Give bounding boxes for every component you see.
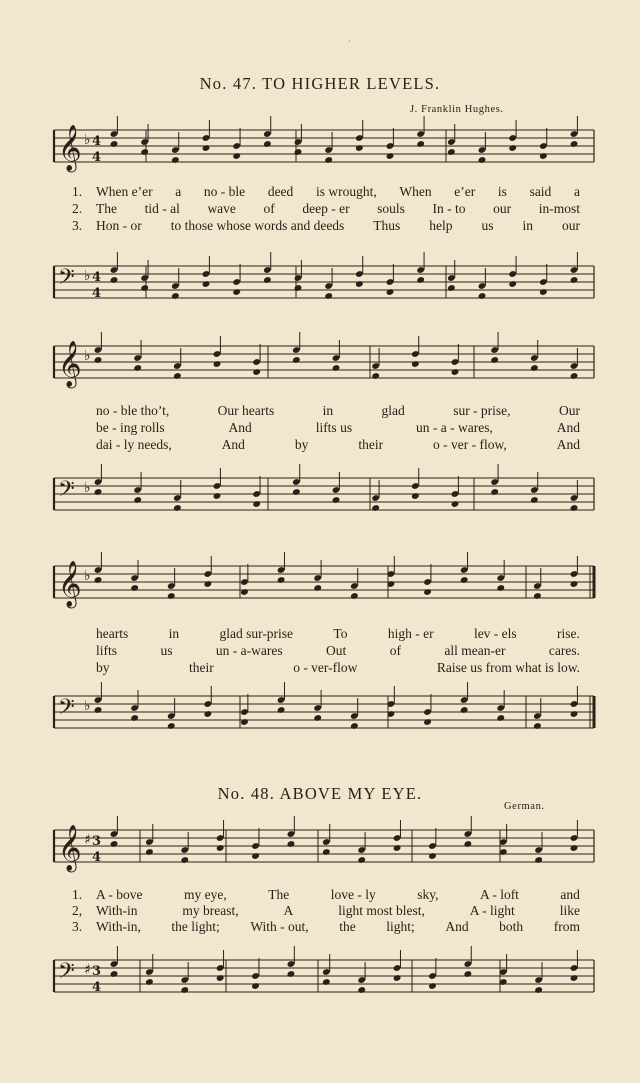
svg-text:♯: ♯	[84, 962, 91, 978]
verse-number: 1.	[72, 887, 83, 902]
lyric-word: in	[322, 403, 334, 418]
lyric-word: deep - er	[302, 201, 350, 216]
svg-text:4: 4	[92, 980, 102, 995]
lyric-word: A	[283, 903, 294, 918]
bass-staff	[0, 692, 640, 738]
lyric-word: A - loft	[479, 887, 519, 902]
svg-text:♭: ♭	[84, 480, 91, 496]
svg-text:𝄞: 𝄞	[58, 341, 82, 387]
lyric-word: When e’er	[96, 184, 153, 199]
lyric-word: Our hearts	[217, 403, 275, 418]
lyric-line	[96, 201, 580, 217]
lyric-word: in-most	[538, 201, 580, 216]
svg-text:𝄞: 𝄞	[58, 825, 82, 871]
lyric-word: to those whose words and deeds	[170, 218, 345, 233]
lyric-word: our	[493, 201, 512, 216]
lyric-word: The	[96, 201, 117, 216]
lyric-word: e’er	[454, 184, 476, 199]
lyric-word: said	[529, 184, 552, 199]
lyric-word: Our	[558, 403, 580, 418]
lyric-word: help	[429, 218, 453, 233]
lyric-word: Raise us from what is low.	[436, 660, 580, 675]
verse-number: 2,	[72, 903, 83, 918]
lyric-word: To	[333, 626, 348, 641]
lyric-word: the light;	[171, 919, 220, 934]
lyric-word: And	[445, 919, 469, 934]
svg-text:𝄢: 𝄢	[58, 695, 75, 725]
lyric-line	[96, 643, 580, 659]
lyric-word: With - out,	[250, 919, 309, 934]
svg-text:♭: ♭	[84, 132, 91, 148]
hymn-title: No. 48. ABOVE MY EYE.	[217, 784, 423, 803]
svg-text:4: 4	[92, 850, 102, 865]
lyric-line	[96, 184, 580, 200]
lyric-word: When	[399, 184, 432, 199]
lyric-word: cares.	[548, 643, 580, 658]
lyric-word: both	[499, 919, 524, 934]
lyric-word: sur - prise,	[453, 403, 511, 418]
lyric-word: no - ble	[203, 184, 246, 199]
lyric-line	[96, 903, 580, 919]
verse-number: 3.	[72, 218, 83, 233]
svg-text:𝄢: 𝄢	[58, 477, 75, 507]
hymn-title: No. 47. TO HIGHER LEVELS.	[199, 74, 441, 93]
lyric-word: light;	[386, 919, 415, 934]
lyric-word: tid - al	[144, 201, 180, 216]
lyric-line	[96, 919, 580, 935]
lyric-word: deed	[267, 184, 294, 199]
lyric-word: hearts	[96, 626, 129, 641]
lyric-word: in	[168, 626, 180, 641]
lyric-word: us	[160, 643, 173, 658]
lyric-word: light most blest,	[338, 903, 425, 918]
lyric-word: a	[175, 184, 182, 199]
lyric-word: no - ble tho’t,	[96, 403, 170, 418]
lyric-word: like	[559, 903, 580, 918]
lyric-word: all mean-er	[444, 643, 506, 658]
lyric-word: their	[188, 660, 214, 675]
lyric-word: Out	[326, 643, 347, 658]
lyric-word: glad sur-prise	[219, 626, 294, 641]
lyric-word: The	[268, 887, 290, 902]
bass-staff	[0, 956, 640, 1002]
lyric-word: o - ver - flow,	[433, 437, 507, 452]
lyric-word: And	[221, 437, 245, 452]
lyric-word: of	[263, 201, 275, 216]
lyric-word: be - ing rolls	[96, 420, 165, 435]
lyric-word: my eye,	[183, 887, 227, 902]
lyric-word: by	[96, 660, 110, 675]
svg-text:♯: ♯	[84, 832, 91, 848]
svg-text:𝄞: 𝄞	[58, 561, 82, 607]
svg-text:♭: ♭	[84, 568, 91, 584]
lyric-word: A - bove	[96, 887, 143, 902]
lyric-line	[96, 626, 580, 642]
svg-text:3: 3	[92, 964, 102, 979]
lyric-word: our	[561, 218, 580, 233]
lyric-word: With-in,	[96, 919, 141, 934]
lyric-word: lifts us	[315, 420, 353, 435]
verse-number: 3.	[72, 919, 83, 934]
verse-number: 1.	[72, 184, 83, 199]
lyric-word: from	[553, 919, 580, 934]
lyric-word: And	[556, 437, 580, 452]
lyric-word: is wrought,	[315, 184, 377, 199]
composer-credit: J. Franklin Hughes.	[410, 104, 504, 115]
svg-text:𝄢: 𝄢	[58, 959, 75, 989]
lyric-word: by	[294, 437, 309, 452]
bass-staff	[0, 262, 640, 308]
lyric-word: And	[556, 420, 580, 435]
lyric-line	[96, 420, 580, 436]
lyric-word: and	[560, 887, 580, 902]
lyric-word: lifts	[96, 643, 118, 658]
composer-credit: German.	[504, 801, 545, 812]
svg-text:𝄞: 𝄞	[58, 125, 82, 171]
lyric-line	[96, 660, 580, 676]
verse-number: 2.	[72, 201, 83, 216]
lyric-word: o - ver-flow	[293, 660, 358, 675]
lyric-word: A - light	[469, 903, 515, 918]
lyric-word: is	[497, 184, 507, 199]
lyric-line	[96, 218, 580, 234]
lyric-word: souls	[377, 201, 405, 216]
svg-text:♭: ♭	[84, 268, 91, 284]
lyric-word: sky,	[417, 887, 439, 902]
svg-text:4: 4	[92, 150, 102, 165]
svg-text:3: 3	[92, 834, 102, 849]
lyric-word: high - er	[387, 626, 434, 641]
lyric-word: my breast,	[182, 903, 239, 918]
lyric-word: Thus	[373, 218, 401, 233]
lyric-line	[96, 437, 580, 453]
lyric-word: lev - els	[473, 626, 517, 641]
lyric-line	[96, 403, 580, 419]
lyric-word: rise.	[557, 626, 580, 641]
lyric-word: With-in	[96, 903, 138, 918]
lyric-word: And	[228, 420, 252, 435]
svg-text:𝄢: 𝄢	[58, 265, 75, 295]
lyric-word: the	[339, 919, 356, 934]
lyric-word: their	[358, 437, 384, 452]
lyric-word: love - ly	[330, 887, 376, 902]
svg-text:♭: ♭	[84, 698, 91, 714]
svg-text:4: 4	[92, 134, 102, 149]
lyric-word: of	[389, 643, 401, 658]
lyric-word: wave	[207, 201, 236, 216]
lyric-line	[96, 887, 580, 903]
lyric-word: un - a-wares	[215, 643, 283, 658]
svg-text:4: 4	[92, 270, 102, 285]
lyric-word: us	[481, 218, 494, 233]
treble-staff	[0, 562, 640, 608]
page-speck: ·	[348, 36, 351, 46]
lyric-word: dai - ly needs,	[96, 437, 172, 452]
lyric-word: glad	[381, 403, 405, 418]
treble-staff	[0, 126, 640, 172]
treble-staff	[0, 826, 640, 872]
lyric-word: in	[522, 218, 533, 233]
lyric-word: Hon - or	[96, 218, 142, 233]
lyric-word: a	[573, 184, 580, 199]
lyric-word: un - a - wares,	[415, 420, 493, 435]
lyric-word: In - to	[432, 201, 466, 216]
svg-text:♭: ♭	[84, 348, 91, 364]
bass-staff	[0, 474, 640, 520]
treble-staff	[0, 342, 640, 388]
svg-text:4: 4	[92, 286, 102, 301]
